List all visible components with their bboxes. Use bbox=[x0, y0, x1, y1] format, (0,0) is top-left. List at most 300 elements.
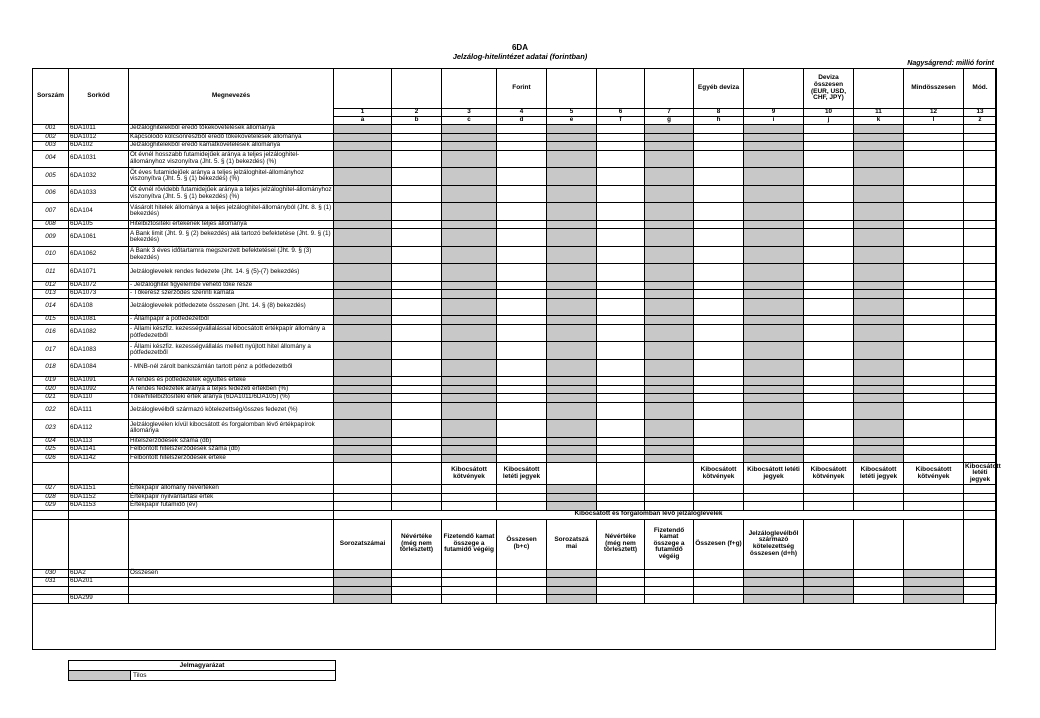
input-cell[interactable] bbox=[597, 595, 645, 604]
forbidden-cell bbox=[854, 316, 904, 325]
input-cell[interactable] bbox=[964, 342, 997, 360]
input-cell[interactable] bbox=[694, 290, 744, 299]
input-cell[interactable] bbox=[597, 246, 645, 264]
input-cell[interactable] bbox=[597, 586, 645, 595]
input-cell[interactable] bbox=[964, 493, 997, 502]
input-cell[interactable] bbox=[904, 298, 964, 316]
forbidden-cell bbox=[547, 493, 597, 502]
subheader-3: Fizetendő kamat összege a futamidő végéig bbox=[442, 519, 497, 569]
forbidden-cell bbox=[547, 324, 597, 342]
input-cell[interactable] bbox=[964, 229, 997, 247]
input-cell[interactable] bbox=[804, 185, 854, 203]
forbidden-cell bbox=[645, 168, 694, 186]
input-cell[interactable] bbox=[597, 402, 645, 420]
input-cell[interactable] bbox=[392, 454, 442, 463]
input-cell[interactable] bbox=[597, 394, 645, 403]
forbidden-cell bbox=[854, 324, 904, 342]
input-cell[interactable] bbox=[392, 142, 442, 151]
input-cell[interactable] bbox=[392, 281, 442, 290]
forbidden-cell bbox=[334, 437, 392, 446]
input-cell[interactable] bbox=[497, 385, 547, 394]
input-cell[interactable] bbox=[964, 569, 997, 578]
input-cell[interactable] bbox=[497, 220, 547, 229]
input-cell[interactable] bbox=[964, 290, 997, 299]
input-cell[interactable] bbox=[334, 485, 392, 494]
input-cell[interactable] bbox=[854, 493, 904, 502]
input-cell[interactable] bbox=[804, 420, 854, 438]
input-cell[interactable] bbox=[497, 290, 547, 299]
input-cell[interactable] bbox=[497, 359, 547, 377]
input-cell[interactable] bbox=[392, 385, 442, 394]
forbidden-cell bbox=[744, 454, 804, 463]
input-cell[interactable] bbox=[597, 125, 645, 134]
input-cell[interactable] bbox=[904, 185, 964, 203]
input-cell[interactable] bbox=[694, 502, 744, 511]
input-cell[interactable] bbox=[497, 185, 547, 203]
input-cell[interactable] bbox=[597, 316, 645, 325]
row-label: Kapcsolódó kölcsönrészből eredő tőkekövetelések állománya bbox=[129, 133, 334, 142]
input-cell[interactable] bbox=[854, 586, 904, 595]
input-cell[interactable] bbox=[597, 203, 645, 221]
input-cell[interactable] bbox=[497, 342, 547, 360]
input-cell[interactable] bbox=[694, 168, 744, 186]
input-cell[interactable] bbox=[854, 578, 904, 587]
input-cell[interactable] bbox=[904, 133, 964, 142]
input-cell[interactable] bbox=[392, 569, 442, 578]
forbidden-cell bbox=[334, 578, 392, 587]
input-cell[interactable] bbox=[392, 264, 442, 282]
forbidden-cell bbox=[442, 402, 497, 420]
input-cell[interactable] bbox=[804, 125, 854, 134]
input-cell[interactable] bbox=[597, 359, 645, 377]
row-number: 019 bbox=[33, 377, 69, 386]
input-cell[interactable] bbox=[497, 493, 547, 502]
input-cell[interactable] bbox=[904, 125, 964, 134]
input-cell[interactable] bbox=[442, 595, 497, 604]
input-cell[interactable] bbox=[904, 229, 964, 247]
input-cell[interactable] bbox=[392, 359, 442, 377]
input-cell[interactable] bbox=[964, 502, 997, 511]
input-cell[interactable] bbox=[964, 385, 997, 394]
input-cell[interactable] bbox=[804, 493, 854, 502]
input-cell[interactable] bbox=[904, 446, 964, 455]
input-cell[interactable] bbox=[694, 454, 744, 463]
input-cell[interactable] bbox=[804, 446, 854, 455]
input-cell[interactable] bbox=[694, 586, 744, 595]
table-row bbox=[33, 316, 997, 325]
forbidden-cell bbox=[854, 446, 904, 455]
input-cell[interactable] bbox=[645, 595, 694, 604]
input-cell[interactable] bbox=[904, 485, 964, 494]
input-cell[interactable] bbox=[804, 385, 854, 394]
input-cell[interactable] bbox=[804, 203, 854, 221]
input-cell[interactable] bbox=[497, 142, 547, 151]
input-cell[interactable] bbox=[694, 185, 744, 203]
form-code: 6DA bbox=[511, 43, 528, 52]
input-cell[interactable] bbox=[904, 203, 964, 221]
input-cell[interactable] bbox=[597, 133, 645, 142]
input-cell[interactable] bbox=[442, 485, 497, 494]
input-cell[interactable] bbox=[964, 578, 997, 587]
forbidden-cell bbox=[442, 133, 497, 142]
input-cell[interactable] bbox=[597, 264, 645, 282]
col-mod: Mód. bbox=[964, 69, 997, 109]
input-cell[interactable] bbox=[904, 342, 964, 360]
input-cell[interactable] bbox=[694, 142, 744, 151]
input-cell[interactable] bbox=[392, 493, 442, 502]
issued-deposit-header: Kibocsátott letéti jegyek bbox=[744, 463, 804, 485]
forbidden-cell bbox=[334, 342, 392, 360]
input-cell[interactable] bbox=[694, 229, 744, 247]
input-cell[interactable] bbox=[497, 264, 547, 282]
input-cell[interactable] bbox=[964, 133, 997, 142]
forbidden-cell bbox=[645, 420, 694, 438]
input-cell[interactable] bbox=[804, 264, 854, 282]
input-cell[interactable] bbox=[392, 502, 442, 511]
input-cell[interactable] bbox=[694, 203, 744, 221]
input-cell[interactable] bbox=[964, 586, 997, 595]
input-cell[interactable] bbox=[597, 446, 645, 455]
input-cell[interactable] bbox=[804, 142, 854, 151]
input-cell[interactable] bbox=[964, 394, 997, 403]
input-cell[interactable] bbox=[597, 220, 645, 229]
input-cell[interactable] bbox=[597, 342, 645, 360]
input-cell[interactable] bbox=[804, 359, 854, 377]
input-cell[interactable] bbox=[804, 290, 854, 299]
input-cell[interactable] bbox=[904, 281, 964, 290]
input-cell[interactable] bbox=[392, 437, 442, 446]
input-cell[interactable] bbox=[964, 142, 997, 151]
input-cell[interactable] bbox=[904, 316, 964, 325]
input-cell[interactable] bbox=[392, 298, 442, 316]
input-cell[interactable] bbox=[694, 394, 744, 403]
input-cell[interactable] bbox=[392, 133, 442, 142]
input-cell[interactable] bbox=[804, 502, 854, 511]
col-letter: d bbox=[497, 117, 547, 125]
input-cell[interactable] bbox=[804, 150, 854, 168]
empty-cell bbox=[964, 519, 997, 569]
input-cell[interactable] bbox=[497, 168, 547, 186]
input-cell[interactable] bbox=[694, 150, 744, 168]
input-cell[interactable] bbox=[497, 246, 547, 264]
input-cell[interactable] bbox=[804, 402, 854, 420]
input-cell[interactable] bbox=[597, 324, 645, 342]
input-cell[interactable] bbox=[694, 446, 744, 455]
input-cell[interactable] bbox=[442, 502, 497, 511]
input-cell[interactable] bbox=[854, 485, 904, 494]
input-cell[interactable] bbox=[392, 150, 442, 168]
input-cell[interactable] bbox=[597, 502, 645, 511]
input-cell[interactable] bbox=[497, 150, 547, 168]
input-cell[interactable] bbox=[597, 578, 645, 587]
input-cell[interactable] bbox=[964, 246, 997, 264]
forbidden-cell bbox=[744, 394, 804, 403]
input-cell[interactable] bbox=[964, 203, 997, 221]
input-cell[interactable] bbox=[694, 133, 744, 142]
forbidden-cell bbox=[904, 586, 964, 595]
input-cell[interactable] bbox=[964, 485, 997, 494]
row-number: 022 bbox=[33, 402, 69, 420]
input-cell[interactable] bbox=[904, 359, 964, 377]
input-cell[interactable] bbox=[904, 150, 964, 168]
input-cell[interactable] bbox=[694, 125, 744, 134]
forbidden-cell bbox=[645, 377, 694, 386]
row-label: Jelzáloglevelek pótfedezete összesen (Jht. 14. § (8) bekezdés) bbox=[129, 298, 334, 316]
input-cell[interactable] bbox=[597, 281, 645, 290]
input-cell[interactable] bbox=[964, 298, 997, 316]
input-cell[interactable] bbox=[804, 298, 854, 316]
input-cell[interactable] bbox=[645, 578, 694, 587]
input-cell[interactable] bbox=[694, 420, 744, 438]
input-cell[interactable] bbox=[904, 324, 964, 342]
input-cell[interactable] bbox=[964, 264, 997, 282]
input-cell[interactable] bbox=[597, 168, 645, 186]
input-cell[interactable] bbox=[804, 342, 854, 360]
input-cell[interactable] bbox=[497, 578, 547, 587]
input-cell[interactable] bbox=[854, 502, 904, 511]
input-cell[interactable] bbox=[392, 485, 442, 494]
input-cell[interactable] bbox=[804, 168, 854, 186]
input-cell[interactable] bbox=[497, 203, 547, 221]
input-cell[interactable] bbox=[442, 569, 497, 578]
input-cell[interactable] bbox=[597, 385, 645, 394]
input-cell[interactable] bbox=[904, 377, 964, 386]
input-cell[interactable] bbox=[854, 595, 904, 604]
input-cell[interactable] bbox=[964, 324, 997, 342]
input-cell[interactable] bbox=[497, 316, 547, 325]
input-cell[interactable] bbox=[497, 281, 547, 290]
input-cell[interactable] bbox=[964, 185, 997, 203]
row-code bbox=[69, 586, 129, 595]
input-cell[interactable] bbox=[392, 203, 442, 221]
input-cell[interactable] bbox=[964, 168, 997, 186]
input-cell[interactable] bbox=[497, 377, 547, 386]
forbidden-cell bbox=[744, 281, 804, 290]
input-cell[interactable] bbox=[694, 377, 744, 386]
input-cell[interactable] bbox=[904, 246, 964, 264]
input-cell[interactable] bbox=[597, 437, 645, 446]
input-cell[interactable] bbox=[694, 359, 744, 377]
input-cell[interactable] bbox=[694, 402, 744, 420]
input-cell[interactable] bbox=[904, 437, 964, 446]
input-cell[interactable] bbox=[694, 264, 744, 282]
input-cell[interactable] bbox=[392, 586, 442, 595]
row-label: Jelzáloghitelekből eredő kamatkövetelések állománya bbox=[129, 142, 334, 151]
row-number: 015 bbox=[33, 316, 69, 325]
input-cell[interactable] bbox=[645, 502, 694, 511]
row-number: 010 bbox=[33, 246, 69, 264]
input-cell[interactable] bbox=[964, 402, 997, 420]
input-cell[interactable] bbox=[694, 246, 744, 264]
input-cell[interactable] bbox=[392, 394, 442, 403]
input-cell[interactable] bbox=[392, 220, 442, 229]
input-cell[interactable] bbox=[645, 586, 694, 595]
input-cell[interactable] bbox=[497, 485, 547, 494]
input-cell[interactable] bbox=[694, 316, 744, 325]
input-cell[interactable] bbox=[964, 446, 997, 455]
table-row bbox=[33, 133, 997, 142]
input-cell[interactable] bbox=[334, 493, 392, 502]
input-cell[interactable] bbox=[645, 485, 694, 494]
input-cell[interactable] bbox=[694, 385, 744, 394]
row-number: 011 bbox=[33, 264, 69, 282]
input-cell[interactable] bbox=[597, 298, 645, 316]
input-cell[interactable] bbox=[442, 586, 497, 595]
input-cell[interactable] bbox=[804, 229, 854, 247]
input-cell[interactable] bbox=[804, 377, 854, 386]
input-cell[interactable] bbox=[497, 394, 547, 403]
input-cell[interactable] bbox=[392, 185, 442, 203]
input-cell[interactable] bbox=[597, 420, 645, 438]
input-cell[interactable] bbox=[497, 437, 547, 446]
input-cell[interactable] bbox=[497, 595, 547, 604]
forbidden-cell bbox=[645, 402, 694, 420]
input-cell[interactable] bbox=[694, 493, 744, 502]
input-cell[interactable] bbox=[392, 246, 442, 264]
input-cell[interactable] bbox=[964, 454, 997, 463]
input-cell[interactable] bbox=[497, 229, 547, 247]
input-cell[interactable] bbox=[804, 394, 854, 403]
empty-cell bbox=[129, 463, 334, 485]
input-cell[interactable] bbox=[442, 578, 497, 587]
forbidden-cell bbox=[854, 290, 904, 299]
input-cell[interactable] bbox=[645, 493, 694, 502]
input-cell[interactable] bbox=[804, 281, 854, 290]
input-cell[interactable] bbox=[904, 502, 964, 511]
row-label: Értékpapír nyilvántartási érték bbox=[129, 493, 334, 502]
input-cell[interactable] bbox=[804, 324, 854, 342]
forbidden-cell bbox=[547, 437, 597, 446]
input-cell[interactable] bbox=[964, 125, 997, 134]
input-cell[interactable] bbox=[804, 220, 854, 229]
input-cell[interactable] bbox=[497, 402, 547, 420]
input-cell[interactable] bbox=[497, 298, 547, 316]
row-label: Hitelszerződések száma (db) bbox=[129, 437, 334, 446]
input-cell[interactable] bbox=[694, 298, 744, 316]
input-cell[interactable] bbox=[597, 569, 645, 578]
input-cell[interactable] bbox=[694, 220, 744, 229]
input-cell[interactable] bbox=[392, 168, 442, 186]
input-cell[interactable] bbox=[392, 420, 442, 438]
input-cell[interactable] bbox=[597, 185, 645, 203]
input-cell[interactable] bbox=[694, 578, 744, 587]
input-cell[interactable] bbox=[497, 454, 547, 463]
input-cell[interactable] bbox=[392, 229, 442, 247]
input-cell[interactable] bbox=[497, 446, 547, 455]
input-cell[interactable] bbox=[964, 595, 997, 604]
col-letter: c bbox=[442, 117, 497, 125]
forbidden-cell bbox=[645, 185, 694, 203]
input-cell[interactable] bbox=[904, 290, 964, 299]
input-cell[interactable] bbox=[904, 142, 964, 151]
input-cell[interactable] bbox=[597, 229, 645, 247]
input-cell[interactable] bbox=[392, 290, 442, 299]
input-cell[interactable] bbox=[804, 133, 854, 142]
input-cell[interactable] bbox=[904, 385, 964, 394]
input-cell[interactable] bbox=[964, 281, 997, 290]
forbidden-cell bbox=[334, 264, 392, 282]
input-cell[interactable] bbox=[694, 437, 744, 446]
input-cell[interactable] bbox=[904, 168, 964, 186]
input-cell[interactable] bbox=[597, 290, 645, 299]
input-cell[interactable] bbox=[497, 133, 547, 142]
input-cell[interactable] bbox=[597, 142, 645, 151]
input-cell[interactable] bbox=[694, 485, 744, 494]
input-cell[interactable] bbox=[497, 586, 547, 595]
input-cell[interactable] bbox=[392, 402, 442, 420]
input-cell[interactable] bbox=[497, 420, 547, 438]
input-cell[interactable] bbox=[392, 578, 442, 587]
issued-deposit-header: Kibocsátott letéti jegyek bbox=[497, 463, 547, 485]
input-cell[interactable] bbox=[854, 569, 904, 578]
forbidden-cell bbox=[854, 402, 904, 420]
input-cell[interactable] bbox=[597, 150, 645, 168]
input-cell[interactable] bbox=[597, 377, 645, 386]
row-number: 012 bbox=[33, 281, 69, 290]
input-cell[interactable] bbox=[694, 569, 744, 578]
input-cell[interactable] bbox=[334, 502, 392, 511]
input-cell[interactable] bbox=[804, 485, 854, 494]
input-cell[interactable] bbox=[904, 394, 964, 403]
input-cell[interactable] bbox=[804, 437, 854, 446]
input-cell[interactable] bbox=[597, 493, 645, 502]
input-cell[interactable] bbox=[497, 502, 547, 511]
input-cell[interactable] bbox=[392, 595, 442, 604]
input-cell[interactable] bbox=[904, 420, 964, 438]
input-cell[interactable] bbox=[964, 220, 997, 229]
input-cell[interactable] bbox=[904, 493, 964, 502]
input-cell[interactable] bbox=[497, 125, 547, 134]
input-cell[interactable] bbox=[804, 246, 854, 264]
input-cell[interactable] bbox=[904, 264, 964, 282]
input-cell[interactable] bbox=[964, 420, 997, 438]
input-cell[interactable] bbox=[497, 324, 547, 342]
input-cell[interactable] bbox=[645, 569, 694, 578]
input-cell[interactable] bbox=[804, 454, 854, 463]
forbidden-cell bbox=[547, 125, 597, 134]
input-cell[interactable] bbox=[597, 454, 645, 463]
input-cell[interactable] bbox=[964, 359, 997, 377]
input-cell[interactable] bbox=[497, 569, 547, 578]
input-cell[interactable] bbox=[694, 342, 744, 360]
input-cell[interactable] bbox=[964, 316, 997, 325]
forbidden-cell bbox=[334, 446, 392, 455]
row-label: - Jelzáloghitel figyelembe vehető tőke része bbox=[129, 281, 334, 290]
input-cell[interactable] bbox=[392, 125, 442, 134]
forbidden-cell bbox=[744, 229, 804, 247]
input-cell[interactable] bbox=[904, 454, 964, 463]
input-cell[interactable] bbox=[694, 595, 744, 604]
input-cell[interactable] bbox=[744, 493, 804, 502]
input-cell[interactable] bbox=[964, 437, 997, 446]
input-cell[interactable] bbox=[597, 485, 645, 494]
input-cell[interactable] bbox=[442, 493, 497, 502]
input-cell[interactable] bbox=[694, 324, 744, 342]
input-cell[interactable] bbox=[392, 324, 442, 342]
input-cell[interactable] bbox=[904, 402, 964, 420]
input-cell[interactable] bbox=[694, 281, 744, 290]
input-cell[interactable] bbox=[744, 502, 804, 511]
input-cell[interactable] bbox=[964, 150, 997, 168]
input-cell[interactable] bbox=[904, 220, 964, 229]
input-cell[interactable] bbox=[804, 316, 854, 325]
input-cell[interactable] bbox=[392, 446, 442, 455]
input-cell[interactable] bbox=[392, 377, 442, 386]
input-cell[interactable] bbox=[964, 377, 997, 386]
input-cell[interactable] bbox=[392, 316, 442, 325]
input-cell[interactable] bbox=[392, 342, 442, 360]
input-cell[interactable] bbox=[744, 485, 804, 494]
